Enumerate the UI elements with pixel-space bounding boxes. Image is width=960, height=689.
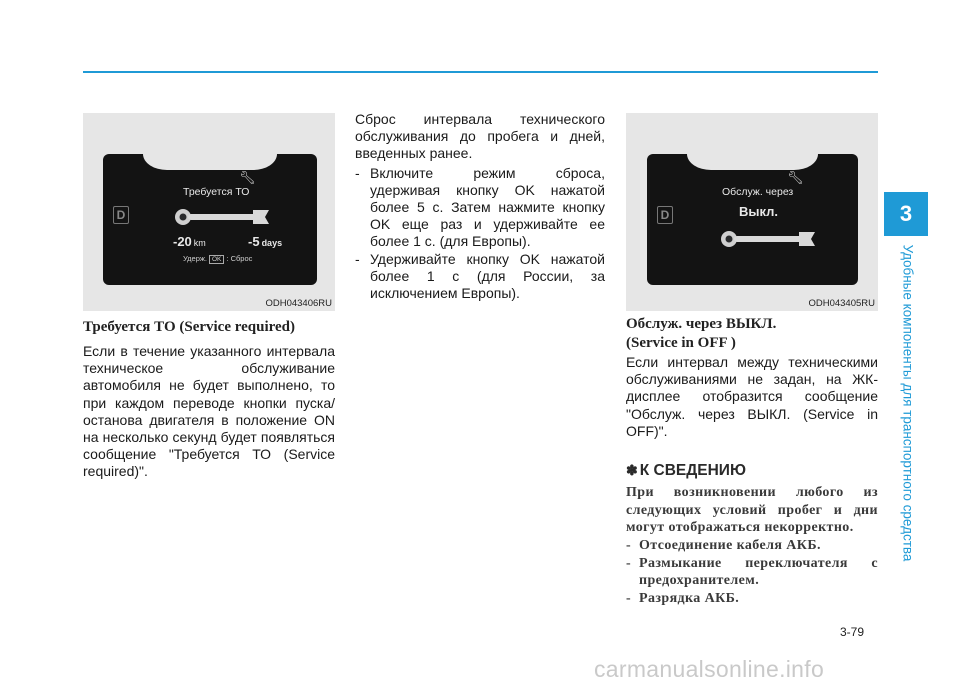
cluster-display [647,154,858,285]
list-dash: - [355,250,360,267]
section-service-required [83,318,335,481]
hint-prefix: Удерж. [183,254,207,263]
reset-steps [355,165,605,303]
list-item-text: Разрядка АКБ. [639,590,740,606]
heading-line-1: Обслуж. через ВЫКЛ. [626,316,777,332]
ok-key-label: OK [209,255,224,264]
wrench-graphic-icon [173,206,273,228]
header-rule [83,71,878,73]
section-heading: Требуется ТО (Service required) [83,319,296,335]
section-reset [355,111,605,302]
list-item-text: Отсоединение кабеля АКБ. [639,538,821,553]
notice-list [626,537,878,607]
list-item [626,590,878,608]
asterisk-icon: ✽ [626,462,638,479]
display-hood [687,154,818,170]
reset-hint [183,254,252,264]
notice-title-text: К СВЕДЕНИЮ [639,462,746,480]
list-item [355,165,605,251]
list-item [626,555,878,590]
section-heading [626,315,878,353]
cluster-display [103,154,317,285]
list-dash: - [626,590,632,606]
section-body: Если в течение указанного интервала техническое обслуживание автомобиля не будет выполнено, то при каждом переводе кнопки пуска/останова двигателя в положение ON на несколько секунд будет появляться сообщение "Требуется ТО (Service required)". [83,343,335,480]
list-item [626,537,878,555]
section-service-off [626,315,878,607]
cluster-figure-service-off [626,113,878,311]
mileage-value: -20 [173,234,192,249]
notice-body [626,484,878,607]
display-message-status: Выкл. [739,204,779,219]
mileage-unit: km [193,238,206,248]
section-body: Если интервал между техническими обслуживаниями не задан, на ЖК-дисплее отобразится сообщение "Обслуж. через ВЫКЛ. (Service in OFF)". [626,354,878,439]
wrench-graphic-icon [719,228,819,250]
chapter-tab: 3 [884,192,928,236]
reset-intro: Сброс интервала технического обслуживания до пробега и дней, введенных ранее. [355,111,605,162]
figure-code: ODH043405RU [808,298,875,309]
display-hood [143,154,277,170]
hint-suffix: : Сброс [226,254,253,263]
figure-code: ODH043406RU [265,298,332,309]
display-message: Обслуж. через [722,186,794,198]
gear-indicator: D [113,206,129,224]
wrench-icon: 🔧︎ [239,170,256,185]
mileage-readout [173,234,206,249]
list-item-text: Включите режим сброса, удерживая кнопку OK нажатой более 5 с. Затем нажмите кнопку OK еще раз и удерживайте ее более 1 с. (для Европы). [370,164,605,250]
list-item [355,251,605,303]
chapter-title-vertical [896,243,920,563]
days-readout [248,234,282,249]
list-dash: - [355,164,360,181]
chapter-title-text: Удобные компоненты для транспортного средства [900,244,916,562]
notice-title [626,462,878,479]
list-dash: - [626,555,632,571]
heading-line-2: (Service in OFF ) [626,335,736,351]
gear-indicator: D [657,206,673,224]
list-item-text: Удерживайте кнопку OK нажатой более 1 с (для России, за исключением Европы). [370,250,605,302]
page-number: 3-79 [840,625,865,639]
watermark: carmanualsonline.info [594,656,825,682]
days-unit: days [261,238,283,248]
display-message: Требуется ТО [183,186,250,198]
days-value: -5 [248,234,260,249]
list-dash: - [626,538,632,553]
notice-intro: При возникновении любого из следующих условий пробег и дни могут отображаться некорректно. [626,485,878,536]
wrench-icon: 🔧︎ [787,170,804,185]
list-item-text: Размыкание переключателя с предохранителем. [639,555,878,589]
cluster-figure-service-required [83,113,335,311]
